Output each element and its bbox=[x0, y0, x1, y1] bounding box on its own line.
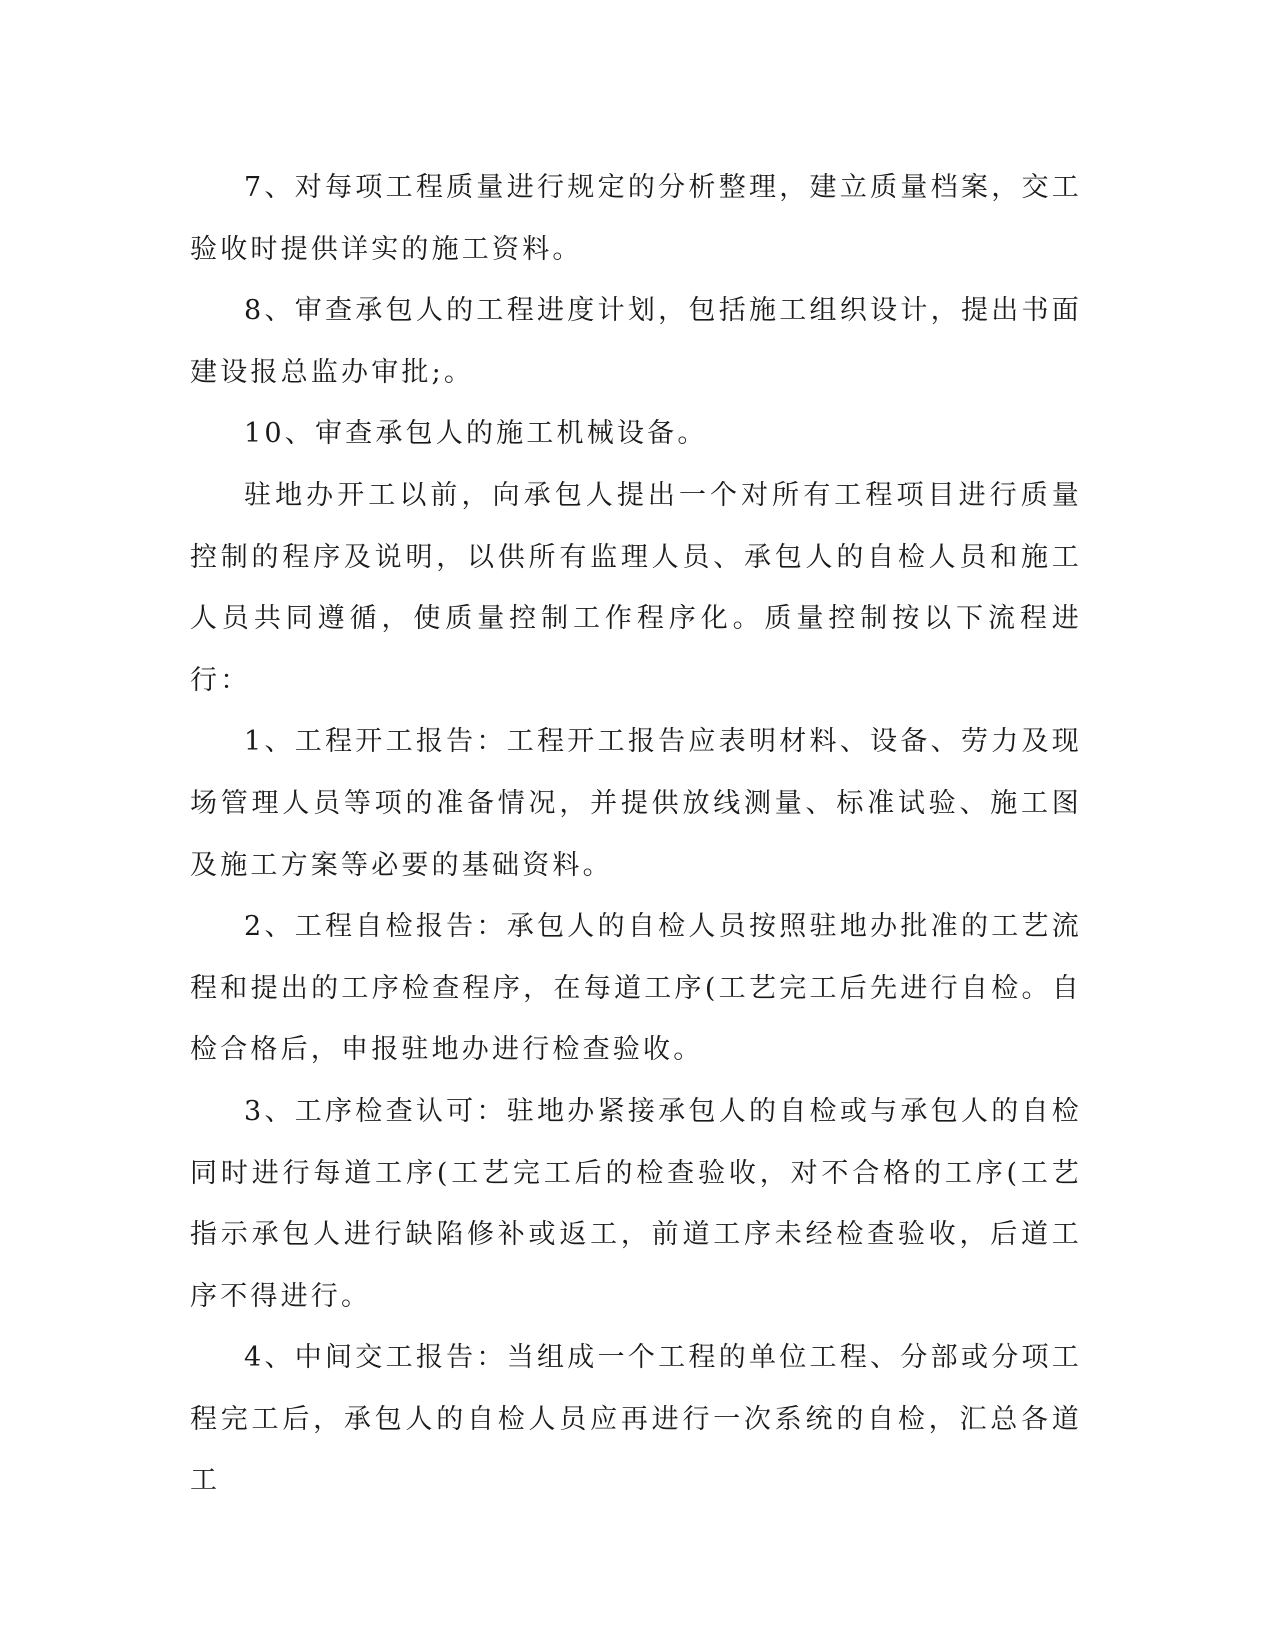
paragraph-quality-control-intro: 驻地办开工以前，向承包人提出一个对所有工程项目进行质量控制的程序及说明，以供所有监理人员、承包人的自检人员和施工人员共同遵循，使质量控制工作程序化。质量控制按以下流程进行： bbox=[190, 479, 1082, 696]
paragraph-item-7: 7、对每项工程质量进行规定的分析整理，建立质量档案，交工验收时提供详实的施工资料。 bbox=[190, 172, 1082, 265]
paragraph-item-10: 10、审查承包人的施工机械设备。 bbox=[244, 418, 708, 450]
paragraph-step-3: 3、工序检查认可：驻地办紧接承包人的自检或与承包人的自检同时进行每道工序(工艺完工后的检查验收，对不合格的工序(工艺指示承包人进行缺陷修补或返工，前道工序未经检查验收，后道工序不得进行。 bbox=[190, 1095, 1082, 1312]
document-body bbox=[190, 157, 1082, 1512]
paragraph-step-2: 2、工程自检报告：承包人的自检人员按照驻地办批准的工艺流程和提出的工序检查程序，在每道工序(工艺完工后先进行自检。自检合格后，申报驻地办进行检查验收。 bbox=[190, 911, 1082, 1066]
paragraph-step-4: 4、中间交工报告：当组成一个工程的单位工程、分部或分项工程完工后，承包人的自检人员应再进行一次系统的自检，汇总各道工 bbox=[190, 1342, 1082, 1497]
paragraph-step-1: 1、工程开工报告：工程开工报告应表明材料、设备、劳力及现场管理人员等项的准备情况，并提供放线测量、标准试验、施工图及施工方案等必要的基础资料。 bbox=[190, 726, 1082, 881]
paragraph-item-8: 8、审查承包人的工程进度计划，包括施工组织设计，提出书面建设报总监办审批;。 bbox=[190, 295, 1082, 388]
